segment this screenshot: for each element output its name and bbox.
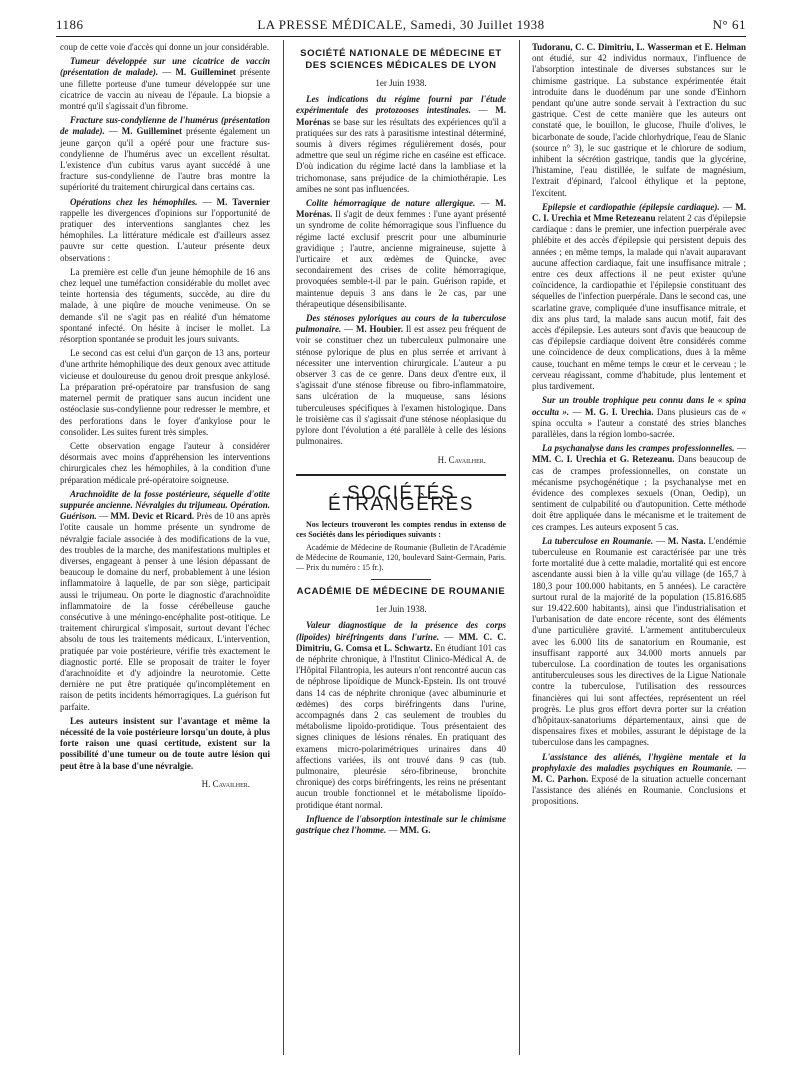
article-author: M. Guilleminet	[121, 126, 183, 137]
column-divider	[519, 40, 520, 1055]
article-author: M. Tavernier	[216, 196, 270, 207]
article-author: M. G. I. Urechia.	[584, 406, 654, 417]
article: Valeur diagnostique de la présence des corps (lipoïdes) biréfringents dans l'urine. — MM. C. C. Dimitriu, G. Comsa et L. Schwartz. En étudiant 101 cas de néphrite chronique, à l'Institut Clinico-Médical A. de l'Hôpital Filantropia, les auteurs n'ont rencontré aucun cas de néphrose lipoïdique de Munck-Epstein. Ils ont trouvé dans 14 cas de néphrite chronique (avec albuminurie et œdèmes) des corps biréfringents dans l'urine, accompagnés dans 2 cas seulement de troubles du métabolisme lipoïdo-protidique. Tous présentaient des signes cliniques de lésions rénales. En pratiquant des examens micro-polarimétriques urinaires dans 40 affections variées, ils ont trouvé dans 9 cas (tub. pulmonaire, pleurésie séro-fibrineuse, bronchite chronique) des corps biréfringents, les reins ne présentant aucun trouble fonctionnel et le métabolisme lipoïdo-protidique étant normal.	[296, 620, 507, 810]
article: La psychanalyse dans les crampes professionnelles. — MM. C. I. Urechia et G. Retezeanu. Dans beaucoup de cas de crampes professionnelles, on constate un mécanisme psychogénétique ; la psychanalyse met en évidence des complexes sexuels (Onan, Oedip), un sentiment de culpabilité ou d'autopunition. Cette méthode doit être appliquée dans le mécanisme et le traitement de ces crampes. Les auteurs exposent 5 cas.	[532, 443, 747, 532]
article-text: Dans plusieurs cas de « spina occulta » l'auteur a constaté des stries blanches parallèles, dans la région lombo-sacrée.	[532, 406, 747, 439]
signature: H. Cavailher.	[437, 454, 486, 465]
article-text: rappelle les divergences d'opinions sur l'opportunité de pratiquer des interventions sanglantes chez les hémophiles. La littérature médicale est d'ailleurs assez pauvre sur cette question. L'auteur présente deux observations :	[60, 207, 270, 263]
article-author: M. C. Parhon.	[532, 774, 589, 784]
article-author: MM. G.	[399, 824, 431, 835]
article: Arachnoïdite de la fosse postérieure, séquelle d'otite suppurée ancienne. Névralgies du trijumeau. Opération. Guérison. — MM. Devic et Ricard. Près de 10 ans après l'otite causale un homme présente un syndrome de névralgie faciale associée à des modifications de la vue, des troubles de la marche, des manifestations multiples et diverses, engageant à penser à une lésion dépassant de beaucoup le domaine du nerf, probablement à une lésion inflammatoire à laquelle, de par son siège, participait aussi le trijumeau. On porte le diagnostic d'arachnoïdite inflammatoire de la fosse cérébelleuse gauche consécutive à une méningo-encéphalite post-otitique. Le traitement chirurgical s'imposait, surtout devant l'échec absolu de tous les traitements médicaux. L'intervention, pratiquée par voie postérieure, vérifie très exactement le diagnostic porté. Elle se proposait de traiter le foyer d'arachnoïdite et d'y adjoindre la neurotomie. Cette dernière ne put être pratiquée qu'incomplètement en raison de petits incidents hémorragiques. La guérison fut parfaite.	[60, 488, 271, 712]
paragraph: Les auteurs insistent sur l'avantage et même la nécessité de la voie postérieure lorsqu'un doute, à plus forte raison une quasi certitude, existent sur la possibilité d'une tumeur ou de toute autre lésion qui peut être à la base d'une névralgie.	[60, 715, 270, 771]
article-author: M. C. I. Urechia et Mme Retezeanu	[532, 201, 746, 224]
column-right	[532, 42, 746, 811]
article: Influence de l'absorption intestinale sur le chimisme gastrique chez l'homme. — MM. G.	[296, 813, 506, 835]
article-text: L'endémie tuberculeuse en Roumanie est caractérisée par une très forte mortalité due à cette maladie, mortalité qui est encore ascendante aussi bien à la ville qu'au village (de 165,7 à 180,3 pour 100.000 habitants, en 5 années). Le caractère surtout rural de la majorité de la population (15.816.685 sur 19.422.600 habitants), ainsi que l'industrialisation et l'urbanisation de date encore récente, sont des éléments d'une particulière gravité. L'armement antituberculeux avec les 6.000 lits de sanatorium en Roumanie, est insuffisant rapporté aux 34.000 morts annuels par tuberculose. La coordination de toutes les organisations antituberculeuses sous les directives de la Ligue Nationale contre la tuberculose, l'utilisation des ressources financières qui lui sont affectées, représentent un réel progrès. Le plus gros effort devra porter sur la création d'hôpitaux-sanatoriums départementaux, ainsi que de dispensaires fixes et mobiles, assurant le dépistage de la tuberculose dans les campagnes.	[532, 535, 747, 748]
article: Sur un trouble trophique peu connu dans le « spina occulta ». — M. G. I. Urechia. Dans plusieurs cas de « spina occulta » l'auteur a constaté des stries blanches parallèles, dans la région lombo-sacrée.	[532, 395, 747, 439]
article: La tuberculose en Roumanie. — M. Nasta. L'endémie tuberculeuse en Roumanie est caractérisée par une très forte mortalité due à cette maladie, mortalité qui est encore ascendante aussi bien à la ville qu'au village (de 165,7 à 180,3 pour 100.000 habitants, en 5 années). Le caractère surtout rural de la majorité de la population (15.816.685 sur 19.422.600 habitants), ainsi que l'industrialisation et l'urbanisation de date encore récente, sont des éléments d'une particulière gravité. L'armement antituberculeux avec les 6.000 lits de sanatorium en Roumanie, est insuffisant rapporté aux 34.000 morts annuels par tuberculose. La coordination de toutes les organisations antituberculeuses sous les directives de la Ligue Nationale contre la tuberculose, l'utilisation des ressources financières qui lui sont affectées, représentent un réel progrès. Le plus gros effort devra porter sur la création d'hôpitaux-sanatoriums départementaux, ainsi que de dispensaires fixes et mobiles, assurant le dépistage de la tuberculose dans les campagnes.	[532, 535, 747, 748]
article-author: Tudoranu, C. C. Dimitriu, L. Wasserman et E. Helman	[532, 42, 746, 52]
article-author: M. Nasta.	[667, 535, 706, 546]
article-text: Dans beaucoup de cas de crampes professionnelles, on constate un mécanisme psychogénétique ; la psychanalyse met en évidence des complexes sexuels (Onan, Oedip), un sentiment de culpabilité ou d'autopunition. Cette méthode doit être appliquée dans le mécanisme et le traitement de ces crampes. Les auteurs exposent 5 cas.	[532, 454, 747, 532]
society-heading: SOCIÉTÉ NATIONALE DE MÉDECINE ET DES SCIENCES MÉDICALES DE LYON	[300, 48, 502, 71]
article: L'assistance des aliénés, l'hygiène mentale et la prophylaxie des maladies psychiques en Roumanie. — M. C. Parhon. Exposé de la situation actuelle concernant l'assistance des aliénés en Roumanie. Conclusions et propositions.	[532, 751, 746, 807]
article-text: ont étudié, sur 42 individus normaux, l'influence de l'absorption intestinale de diverses substances sur le chimisme gastrique. La substance expérimentée était introduite dans le duodénum par une sonde d'Einhorn pendant qu'une autre sonde servait à l'extraction du suc gastrique. C'est de cette manière que les auteurs ont constaté que, le bouillon, le glucose, l'huile d'olives, le bicarbonate de soude, l'acide chlorhydrique, l'eau de Slanic (source n° 3), le suc gastrique et le chlorure de sodium, inhibent la sécrétion gastrique, tandis que la glycérine, l'histamine, l'eau distillée, le sulfate de magnésium, l'extrait d'épinard, l'alcool éthylique et la peptone, l'excitent.	[532, 53, 746, 198]
article-author: MM. C. I. Urechia et G. Retezeanu.	[532, 454, 675, 465]
section-rule	[296, 474, 506, 476]
journal-title: LA PRESSE MÉDICALE, Samedi, 30 Juillet 1938	[257, 17, 545, 32]
section-title: SOCIÉTÉS ÉTRANGÈRES	[328, 482, 474, 515]
article-title: La psychanalyse dans les crampes professionnelles.	[542, 443, 735, 454]
academy-heading: ACADÉMIE DE MÉDECINE DE ROUMANIE	[296, 586, 506, 598]
article-text: Il s'agit de deux femmes : l'une ayant présenté un syndrome de colite hémorragique sous l'influence du régime lacté exclusif prescrit pour une albuminurie gravidique ; l'autre, ancienne migraineuse, sujette à l'urticaire et aux œdèmes de Quincke, avec secondairement des crises de colite hémorragique, provoquées semble-t-il par le pain. Guérison rapide, et maintenue depuis 3 ans dans le 2e cas, par une thérapeutique désensibilisante.	[296, 209, 507, 309]
article-author: MM. Devic et Ricard.	[110, 511, 195, 522]
paragraph: La première est celle d'un jeune hémophile de 16 ans chez lequel une tuméfaction considérable du mollet avec teinte hortensia des téguments, succède, au dire du malade, à une piqûre de mouche venimeuse. On se demande s'il ne s'agit pas en réalité d'un hématome spontané infecté. On hésite à inciser le mollet. La résorption spontanée se produit les jours suivants.	[60, 266, 270, 345]
article-title: La tuberculose en Roumanie.	[542, 535, 654, 546]
article-text: Il est assez peu fréquent de voir se constituer chez un tuberculeux pulmonaire une sténose pylorique de plus en plus serrée et arrivant à nécessiter une intervention chirurgicale. L'auteur a pu observer 3 cas de ce genre. Dans deux d'entre eux, il s'agissait d'une sténose fibreuse ou fibro-inflammatoire, sans ulcération de la muqueuse, sans lésions tuberculeuses spécifiques à l'examen histologique. Dans le troisième cas il s'agissait d'une sténose néoplasique du pylore dont l'évolution a été parallèle à celle des lésions pulmonaires.	[296, 324, 506, 447]
article-title: Des sténoses pyloriques au cours de la tuberculose pulmonaire.	[296, 313, 506, 335]
article-text: présente également un jeune garçon qu'il a opéré pour une fracture sus-condylienne de l'humérus avec un excellent résultat. L'existence d'un cubitus varus ayant succédé à une fracture sus-condylienne de l'autre bras montre la supériorité du traitement chirurgical dans certains cas.	[60, 126, 271, 193]
paragraph: coup de cette voie d'accès qui donne un jour considérable.	[60, 42, 270, 52]
article-text: Près de 10 ans après l'otite causale un homme présente un syndrome de névralgie faciale associée à des modifications de la vue, des troubles de la marche, des manifestations multiples et diverses, engageant à penser à une lésion dépassant de beaucoup le domaine du nerf, probablement à une lésion inflammatoire à laquelle, de par son siège, participait aussi le trijumeau. On porte le diagnostic d'arachnoïdite inflammatoire de la fosse cérébelleuse gauche consécutive à une méningo-encéphalite post-otitique. Le traitement chirurgical s'imposait, surtout devant l'échec absolu de tous les traitements médicaux. L'intervention, pratiquée par voie postérieure, vérifie très exactement le diagnostic porté. Elle se proposait de traiter le foyer d'arachnoïdite et d'y adjoindre la neurotomie. Cette dernière ne put être pratiquée qu'incomplètement en raison de petits incidents hémorragiques. La guérison fut parfaite.	[60, 511, 271, 712]
article-text: En étudiant 101 cas de néphrite chronique, à l'Institut Clinico-Médical A. de l'Hôpital Filantropia, les auteurs n'ont rencontré aucun cas de néphrose lipoïdique de Munck-Epstein. Ils ont trouvé dans 14 cas de néphrite chronique (avec albuminurie et œdèmes) des corps biréfringents dans l'urine, accompagnés dans 2 cas seulement de troubles du métabolisme lipoïdo-protidique. Tous présentaient des signes cliniques de lésions rénales. En pratiquant des examens micro-polarimétriques urinaires dans 40 affections variées, ils ont trouvé dans 9 cas (tub. pulmonaire, pleurésie séro-fibrineuse, bronchite chronique) des corps biréfringents, les reins ne présentant aucun trouble fonctionnel et le métabolisme lipoïdo-protidique étant normal.	[296, 642, 507, 810]
article-author: M. Morénas	[296, 105, 507, 127]
article	[532, 42, 746, 199]
column-divider	[283, 40, 284, 1055]
article-author: M. Guilleminet	[175, 67, 236, 78]
issue-number: N° 61	[712, 17, 746, 32]
article: Tumeur développée sur une cicatrice de vaccin (présentation de malade). — M. Guilleminet présente une fillette porteuse d'une tumeur développée sur une cicatrice de vaccin au niveau de l'épaule. La biopsie a montré qu'il s'agissait d'un fibrome.	[60, 56, 271, 112]
article-text: présente une fillette porteuse d'une tumeur développée sur une cicatrice de vaccin au niveau de l'épaule. La biopsie a montré qu'il s'agissait d'un fibrome.	[60, 67, 271, 112]
article: Epilepsie et cardiopathie (épilepsie cardiaque). — M. C. I. Urechia et Mme Retezeanu relatent 2 cas d'épilepsie cardiaque : dans le premier, une infection puerpérale avec phlébite et des accès d'épilepsie qui persistent depuis des années ; en même temps, la malade qui n'avait auparavant aucune affection cardiaque, fait une insuffisance mitrale ; entre ces deux affections il ne peut exister qu'une coïncidence, la cardiopathie et l'épilepsie constituant des séquelles de l'infection puerpérale. Dans le second cas, une scarlatine grave, compliquée d'une insuffisance mitrale, et dix ans plus tard, la malade sans aucun motif, fait des accès d'épilepsie. Les auteurs sont d'avis que beaucoup de cas d'épilepsie cardiaque doivent être considérés comme une coïncidence de deux complications, dues à la même cause, touchant en même temps le cœur et le cerveau ; le cerveau réagissant, comme d'habitude, plus lentement et plus tardivement.	[532, 201, 747, 392]
header-rule	[56, 36, 746, 37]
article-title: Sur un trouble trophique peu connu dans le « spina occulta ».	[532, 395, 746, 417]
column-left	[60, 42, 270, 798]
article-title: Arachnoïdite de la fosse postérieure, séquelle d'otite suppurée ancienne. Névralgies du trijumeau. Opération. Guérison.	[60, 488, 270, 522]
article-title: L'assistance des aliénés, l'hygiène mentale et la prophylaxie des maladies psychiques en Roumanie.	[532, 751, 746, 773]
article-text: Exposé de la situation actuelle concernant l'assistance des aliénés en Roumanie. Conclusions et propositions.	[532, 774, 746, 807]
article-author: MM. C. C. Dimitriu, G. Comsa et L. Schwartz.	[296, 631, 507, 653]
article-title: Influence de l'absorption intestinale sur le chimisme gastrique chez l'homme.	[296, 813, 506, 835]
article-text: relatent 2 cas d'épilepsie cardiaque : dans le premier, une infection puerpérale avec phlébite et des accès d'épilepsie qui persistent depuis des années ; en même temps, la malade qui n'avait auparavant aucune affection cardiaque, fait une insuffisance mitrale ; entre ces deux affections il ne peut exister qu'une coïncidence, la cardiopathie et l'épilepsie constituant des séquelles de l'infection puerpérale. Dans le second cas, une scarlatine grave, compliquée d'une insuffisance mitrale, et dix ans plus tard, la malade sans aucun motif, fait des accès d'épilepsie. Les auteurs sont d'avis que beaucoup de cas d'épilepsie cardiaque doivent être considérés comme une coïncidence de deux complications, dues à la même cause, touchant en même temps le cœur et le cerveau ; le cerveau réagissant, comme d'habitude, plus lentement et plus tardivement.	[532, 213, 747, 392]
separator	[371, 579, 431, 580]
session-date: 1er Juin 1938.	[375, 78, 427, 88]
article-author: M. Houbier.	[355, 324, 403, 335]
paragraph: Cette observation engage l'auteur à considérer désormais avec moins d'appréhension les interventions chirurgicales chez les hémophiles, à la condition d'une préparation médicale pré-opératoire soigneuse.	[60, 440, 270, 485]
session-date: 1er Juin 1938.	[375, 604, 427, 615]
article-text: se base sur les résultats des expériences qu'il a pratiquées sur des rats à parasitisme intestinal déterminé, soumis à divers régimes régulièrement dosés, pour admettre que seul un régime riche en caséine est efficace. D'où indication du régime lacté dans la lambliase et la trichomonase, sans préjudice de la chimiothérapie. Les amibes ne sont pas influencées.	[296, 116, 506, 194]
article: Des sténoses pyloriques au cours de la tuberculose pulmonaire. — M. Houbier. Il est assez peu fréquent de voir se constituer chez un tuberculeux pulmonaire une sténose pylorique de plus en plus serrée et arrivant à nécessiter une intervention chirurgicale. L'auteur a pu observer 3 cas de ce genre. Dans deux d'entre eux, il s'agissait d'une sténose fibreuse ou fibro-inflammatoire, sans ulcération de la muqueuse, sans lésions tuberculeuses spécifiques à l'examen histologique. Dans le troisième cas il s'agissait d'une sténose néoplasique du pylore dont l'évolution a été parallèle à celle des lésions pulmonaires.	[296, 313, 506, 447]
article-title: Epilepsie et cardiopathie (épilepsie cardiaque).	[542, 201, 720, 212]
article: Colite hémorragique de nature allergique. — M. Morénas. Il s'agit de deux femmes : l'une ayant présenté un syndrome de colite hémorragique sous l'influence du régime lacté exclusif prescrit pour une albuminurie gravidique ; l'autre, ancienne migraineuse, sujette à l'urticaire et aux œdèmes de Quincke, avec secondairement des crises de colite hémorragique, provoquées semble-t-il par le pain. Guérison rapide, et maintenue depuis 3 ans dans le 2e cas, par une thérapeutique désensibilisante.	[296, 198, 507, 309]
article-title: Opérations chez les hémophiles.	[70, 196, 198, 207]
notice-text: Académie de Médecine de Roumanie (Bulletin de l'Académie de Médecine de Roumanie, 120, boulevard Saint-Germain, Paris. — Prix du numéro : 15 fr.).	[296, 543, 506, 573]
article-title: Les indications du régime fourni par l'étude expérimentale des protozooses intestinales.	[296, 94, 506, 116]
article-author: M. Morénas.	[296, 198, 506, 220]
article-title: Colite hémorragique de nature allergique.	[306, 198, 476, 209]
article-title: Fracture sus-condylienne de l'humérus (présentation de malade).	[60, 115, 270, 137]
article-title: Valeur diagnostique de la présence des corps (lipoïdes) biréfringents dans l'urine.	[296, 620, 506, 642]
paragraph: Le second cas est celui d'un garçon de 13 ans, porteur d'une arthrite hémophilique des deux genoux avec attitude vicieuse et douloureuse du genou droit presque ankylosé. La préparation pré-opératoire par transfusion de sang maternel permit de pratiquer sans aucun incident une ostéoclasie sus-condylienne pour redresser le membre, et des perforations dans le foyer d'ankylose pour le consolider. Les suites furent très simples.	[60, 348, 270, 437]
article-title: Tumeur développée sur une cicatrice de vaccin (présentation de malade).	[60, 56, 270, 78]
signature: H. Cavailher.	[201, 778, 250, 789]
article: Opérations chez les hémophiles. — M. Tavernier rappelle les divergences d'opinions sur l'opportunité de pratiquer des interventions sanglantes chez les hémophiles. La littérature médicale est d'ailleurs assez pauvre sur cette question. L'auteur présente deux observations :	[60, 196, 270, 263]
column-middle	[296, 42, 506, 839]
page-number: 1186	[56, 17, 84, 32]
notice-intro: Nos lecteurs trouveront les comptes rendus in extenso de ces Sociétés dans les périodiques suivants :	[296, 520, 506, 540]
page-header	[56, 15, 746, 35]
article: Fracture sus-condylienne de l'humérus (présentation de malade). — M. Guilleminet présente également un jeune garçon qu'il a opéré pour une fracture sus-condylienne de l'humérus avec un excellent résultat. L'existence d'un cubitus varus ayant succédé à une fracture sus-condylienne de l'autre bras montre la supériorité du traitement chirurgical dans certains cas.	[60, 115, 271, 193]
article: Les indications du régime fourni par l'étude expérimentale des protozooses intestinales. — M. Morénas se base sur les résultats des expériences qu'il a pratiquées sur des rats à parasitisme intestinal déterminé, soumis à divers régimes régulièrement dosés, pour admettre que seul un régime riche en caséine est efficace. D'où indication du régime lacté dans la lambliase et la trichomonase, sans préjudice de la chimiothérapie. Les amibes ne sont pas influencées.	[296, 94, 507, 194]
